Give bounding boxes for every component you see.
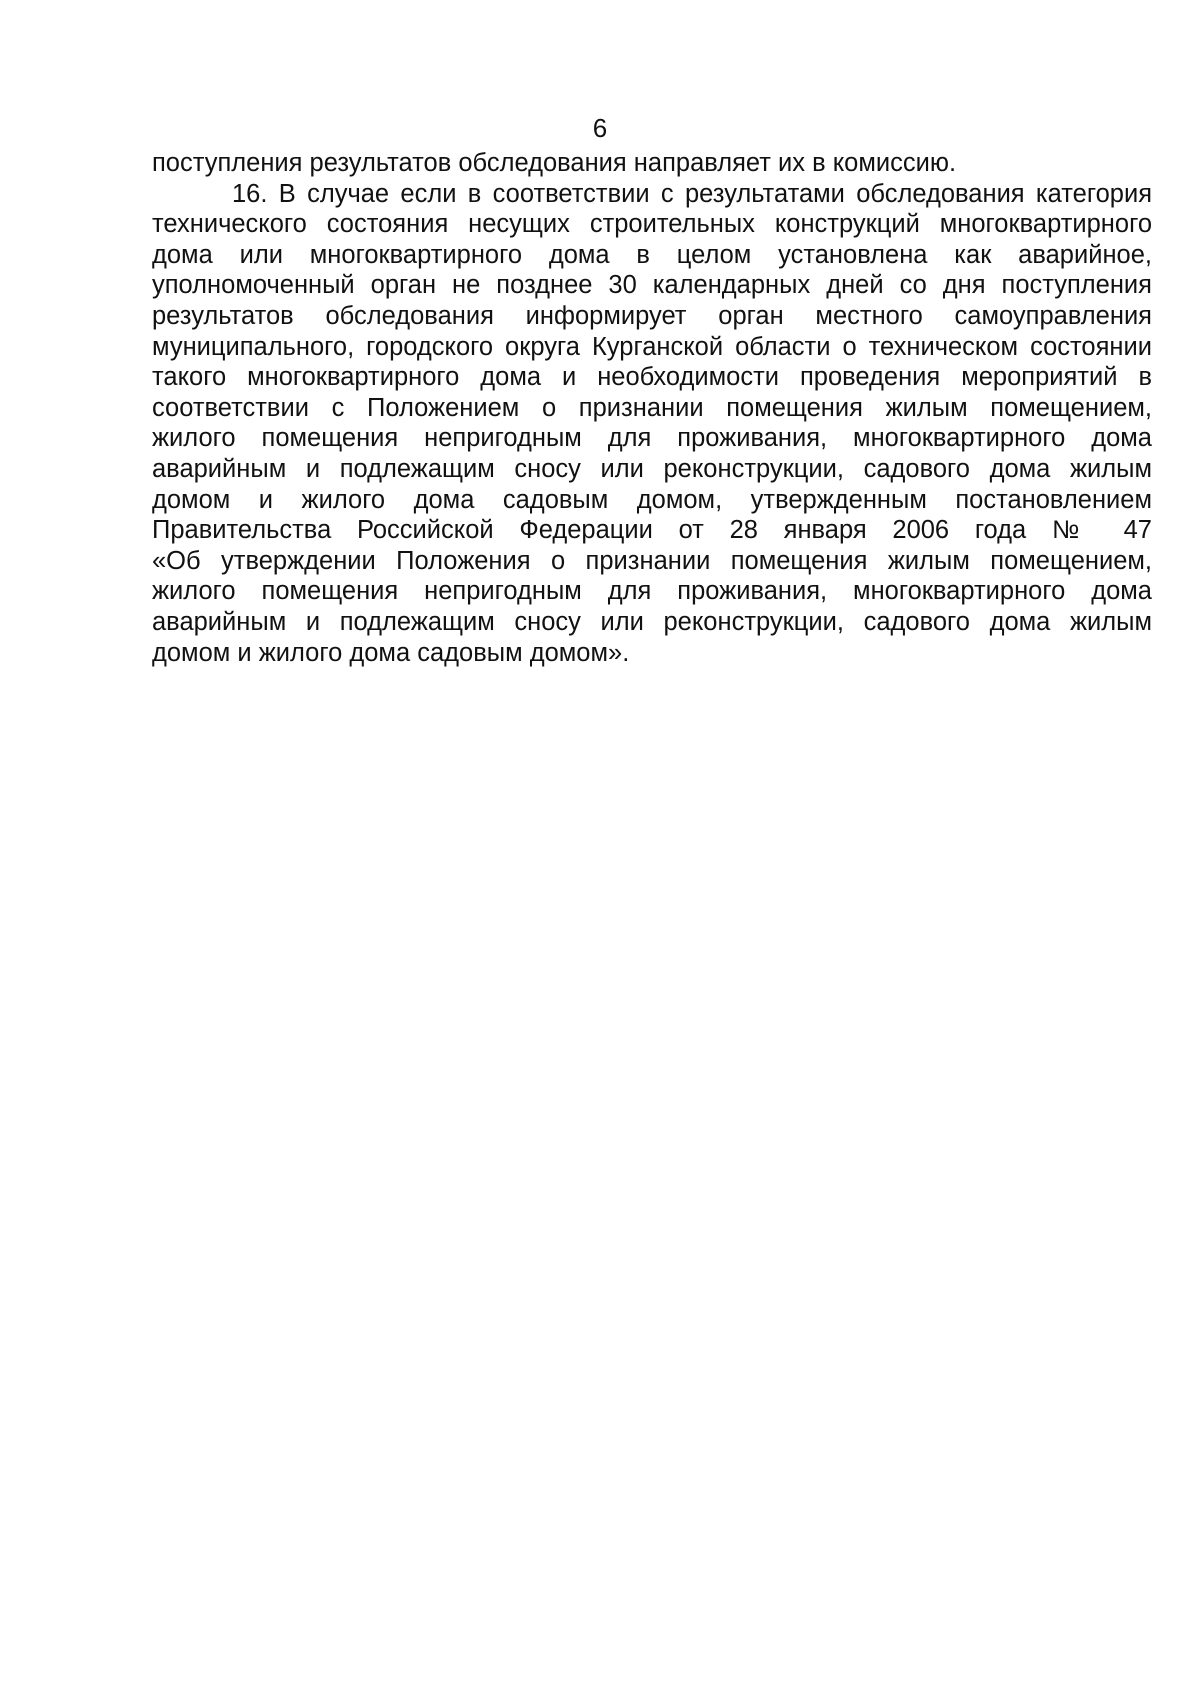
text-line: дома или многоквартирного дома в целом установлена как аварийное, (152, 240, 1152, 269)
paragraph-16-start: 16. В случае если в соответствии с результатами обследования категория (232, 179, 1152, 208)
text-line: жилого помещения непригодным для проживания, многоквартирного дома (152, 577, 1152, 606)
text-line: технического состояния несущих строительных конструкций многоквартирного (152, 210, 1152, 239)
text-line: «Об утверждении Положения о признании помещения жилым помещением, (152, 546, 1152, 575)
text-line: Правительства Российской Федерации от 28 января 2006 года № 47 (152, 516, 1152, 545)
text-line: аварийным и подлежащим сносу или реконструкции, садового дома жилым (152, 607, 1152, 636)
text-line: результатов обследования информирует орган местного самоуправления (152, 301, 1152, 330)
text-line: уполномоченный орган не позднее 30 календарных дней со дня поступления (152, 271, 1152, 300)
text-line: такого многоквартирного дома и необходимости проведения мероприятий в (152, 363, 1152, 392)
text-line: аварийным и подлежащим сносу или реконструкции, садового дома жилым (152, 454, 1152, 483)
page-number: 6 (592, 113, 608, 143)
text-line: муниципального, городского округа Курганской области о техническом состоянии (152, 332, 1152, 361)
text-line: домом и жилого дома садовым домом». (152, 638, 630, 667)
text-line: домом и жилого дома садовым домом, утвержденным постановлением (152, 485, 1152, 514)
document-body (152, 148, 1152, 668)
text-line: соответствии с Положением о признании помещения жилым помещением, (152, 393, 1152, 422)
text-line: жилого помещения непригодным для проживания, многоквартирного дома (152, 424, 1152, 453)
text-line: поступления результатов обследования направляет их в комиссию. (152, 149, 957, 177)
